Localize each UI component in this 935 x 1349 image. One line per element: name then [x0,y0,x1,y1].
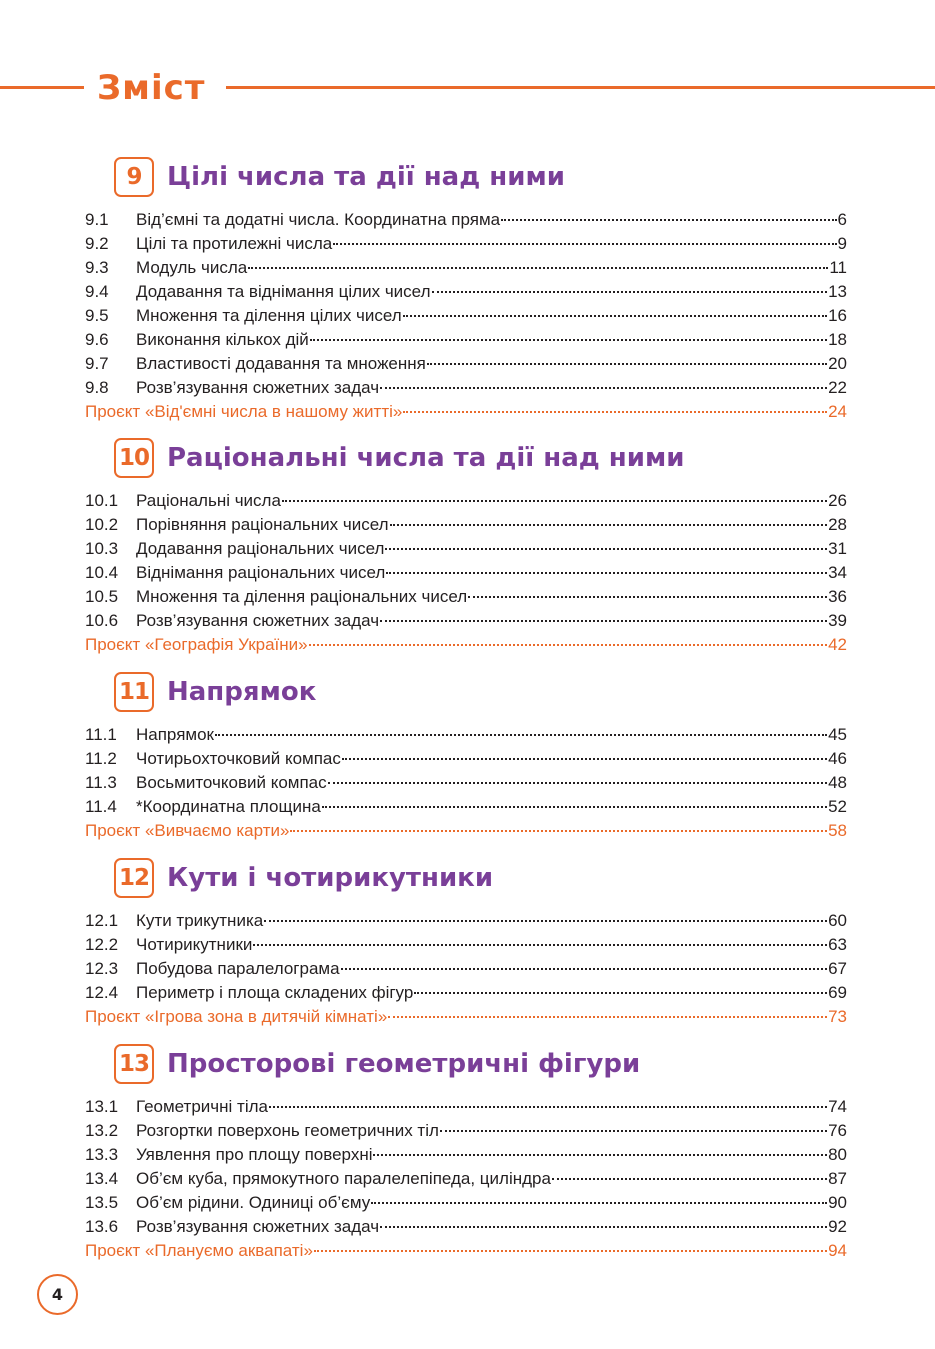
dot-leader [380,387,827,389]
dot-leader [342,758,827,760]
project-label: Проєкт «Вивчаємо карти» [85,821,290,840]
entry-number: 11.3 [85,773,117,792]
project-label: Проєкт «Географія України» [85,635,308,654]
entry-number: 9.2 [85,234,109,253]
chapter-entries [85,1095,847,1263]
entry-page-number: 13 [828,282,847,301]
project-page-number: 58 [828,821,847,840]
entry-number: 12.2 [85,935,119,954]
dot-leader [390,524,828,526]
toc-entry[interactable] [85,1191,847,1215]
entry-page-number: 63 [828,935,847,954]
entry-label: Порівняння раціональних чисел [136,515,389,534]
entry-label: Чотирьохточковий компас [136,749,341,768]
entry-page-number: 76 [828,1121,847,1140]
entry-number: 10.5 [85,587,119,606]
entry-label: Периметр і площа складених фігур [136,983,414,1002]
dot-leader [552,1178,827,1180]
dot-leader [403,411,827,413]
chapter-number-badge: 10 [114,438,154,478]
entry-label: Восьмиточковий компас [136,773,327,792]
chapter-number-badge: 12 [114,858,154,898]
chapter-title: Напрямок [167,677,317,707]
toc-entry[interactable] [85,747,847,771]
toc-entry[interactable] [85,933,847,957]
dot-leader [215,734,827,736]
entry-page-number: 87 [828,1169,847,1188]
chapter-number-badge: 9 [114,157,154,197]
chapter-heading [85,1044,847,1088]
toc-entry[interactable] [85,909,847,933]
entry-label: Множення та ділення раціональних чисел [136,587,468,606]
entry-number: 12.4 [85,983,119,1002]
entry-page-number: 69 [828,983,847,1002]
entry-page-number: 45 [828,725,847,744]
toc-entry[interactable] [85,957,847,981]
toc-entry[interactable] [85,280,847,304]
chapter-number-badge: 13 [114,1044,154,1084]
entry-number: 10.1 [85,491,119,510]
entry-number: 13.2 [85,1121,119,1140]
toc-entry[interactable] [85,304,847,328]
toc-entry[interactable] [85,771,847,795]
entry-page-number: 18 [828,330,847,349]
entry-number: 11.1 [85,725,117,744]
entry-number: 13.5 [85,1193,119,1212]
project-page-number: 24 [828,402,847,421]
entry-label: Додавання та віднімання цілих чисел [136,282,431,301]
entry-number: 13.4 [85,1169,119,1188]
dot-leader [290,830,827,832]
dot-leader [414,992,827,994]
entry-number: 10.2 [85,515,119,534]
project-entry[interactable] [85,1005,847,1029]
dot-leader [468,596,827,598]
chapter-title: Раціональні числа та дії над ними [167,443,685,473]
entry-label: Розв’язування сюжетних задач [136,1217,380,1236]
entry-number: 9.6 [85,330,109,349]
entry-number: 13.6 [85,1217,119,1236]
project-label: Проєкт «Від'ємні числа в нашому житті» [85,402,403,421]
project-entry[interactable] [85,1239,847,1263]
dot-leader [333,243,836,245]
dot-leader [427,363,827,365]
chapter-heading [85,157,847,201]
entry-number: 10.4 [85,563,119,582]
dot-leader [248,267,828,269]
entry-label: Додавання раціональних чисел [136,539,385,558]
dot-leader [501,219,836,221]
toc-entry[interactable] [85,489,847,513]
toc-entry[interactable] [85,795,847,819]
entry-page-number: 6 [837,210,847,229]
toc-entry[interactable] [85,208,847,232]
toc-entry[interactable] [85,1095,847,1119]
entry-number: 9.7 [85,354,109,373]
toc-entry[interactable] [85,1167,847,1191]
chapter-section [85,1044,847,1263]
entry-page-number: 9 [837,234,847,253]
entry-label: Об’єм рідини. Одиниці об’єму [136,1193,371,1212]
dot-leader [440,1130,827,1132]
entry-number: 13.1 [85,1097,119,1116]
chapter-section [85,438,847,657]
toc-entry[interactable] [85,1119,847,1143]
toc-entry[interactable] [85,1215,847,1239]
entry-label: Множення та ділення цілих чисел [136,306,402,325]
dot-leader [253,944,827,946]
entry-number: 9.8 [85,378,109,397]
toc-entry[interactable] [85,256,847,280]
dot-leader [385,548,827,550]
chapter-heading [85,858,847,902]
dot-leader [269,1106,827,1108]
project-entry[interactable] [85,633,847,657]
toc-entry[interactable] [85,1143,847,1167]
dot-leader [282,500,827,502]
entry-label: Чотирикутники [136,935,253,954]
dot-leader [380,620,827,622]
entry-number: 9.4 [85,282,109,301]
entry-label: Властивості додавання та множення [136,354,426,373]
entry-page-number: 39 [828,611,847,630]
project-label: Проєкт «Плануємо аквапаті» [85,1241,313,1260]
toc-entry[interactable] [85,352,847,376]
entry-page-number: 28 [828,515,847,534]
dot-leader [388,1016,827,1018]
entry-number: 12.3 [85,959,119,978]
page-number-badge: 4 [37,1274,78,1315]
entry-label: Напрямок [136,725,214,744]
entry-page-number: 67 [828,959,847,978]
chapter-entries [85,489,847,657]
toc-entry[interactable] [85,585,847,609]
dot-leader [328,782,827,784]
chapter-section [85,157,847,424]
project-page-number: 73 [828,1007,847,1026]
entry-page-number: 60 [828,911,847,930]
dot-leader [264,920,827,922]
header-rule-right [226,86,935,89]
entry-label: *Координатна площина [136,797,321,816]
chapter-heading [85,438,847,482]
entry-label: Геометричні тіла [136,1097,268,1116]
project-page-number: 94 [828,1241,847,1260]
entry-page-number: 48 [828,773,847,792]
chapter-entries [85,208,847,424]
project-page-number: 42 [828,635,847,654]
entry-page-number: 26 [828,491,847,510]
entry-page-number: 22 [828,378,847,397]
entry-page-number: 80 [828,1145,847,1164]
entry-label: Побудова паралелограма [136,959,340,978]
header-rule-left [0,86,84,89]
dot-leader [341,968,828,970]
entry-label: Розгортки поверхонь геометричних тіл [136,1121,439,1140]
entry-number: 10.6 [85,611,119,630]
chapter-title: Просторові геометричні фігури [167,1049,641,1079]
toc-entry[interactable] [85,609,847,633]
toc-entry[interactable] [85,232,847,256]
entry-page-number: 34 [828,563,847,582]
dot-leader [373,1154,827,1156]
dot-leader [371,1202,827,1204]
dot-leader [310,339,827,341]
entry-page-number: 74 [828,1097,847,1116]
entry-page-number: 90 [828,1193,847,1212]
entry-label: Віднімання раціональних чисел [136,563,386,582]
entry-label: Уявлення про площу поверхні [136,1145,373,1164]
entry-page-number: 36 [828,587,847,606]
chapter-section [85,672,847,843]
toc-entry[interactable] [85,328,847,352]
chapter-section [85,858,847,1029]
project-label: Проєкт «Ігрова зона в дитячій кімнаті» [85,1007,388,1026]
dot-leader [432,291,828,293]
entry-page-number: 20 [828,354,847,373]
entry-page-number: 11 [829,258,847,277]
entry-label: Розв’язування сюжетних задач [136,378,380,397]
entry-number: 11.4 [85,797,117,816]
entry-number: 12.1 [85,911,119,930]
toc-entry[interactable] [85,513,847,537]
entry-page-number: 52 [828,797,847,816]
chapter-entries [85,723,847,843]
chapter-entries [85,909,847,1029]
toc-entry[interactable] [85,723,847,747]
entry-label: Цілі та протилежні числа [136,234,333,253]
entry-number: 11.2 [85,749,117,768]
dot-leader [403,315,827,317]
entry-number: 9.3 [85,258,109,277]
chapter-number-badge: 11 [114,672,154,712]
entry-number: 13.3 [85,1145,119,1164]
dot-leader [309,644,827,646]
entry-page-number: 16 [828,306,847,325]
toc-entry[interactable] [85,981,847,1005]
project-entry[interactable] [85,819,847,843]
entry-number: 9.1 [85,210,109,229]
toc-entry[interactable] [85,561,847,585]
toc-entry[interactable] [85,376,847,400]
entry-page-number: 92 [828,1217,847,1236]
toc-entry[interactable] [85,537,847,561]
contents-header [0,70,935,110]
entry-label: Кути трикутника [136,911,264,930]
dot-leader [322,806,827,808]
entry-number: 10.3 [85,539,119,558]
chapter-title: Цілі числа та дії над ними [167,162,565,192]
chapter-title: Кути і чотирикутники [167,863,494,893]
dot-leader [380,1226,827,1228]
page-title: Зміст [97,68,206,108]
dot-leader [314,1250,827,1252]
project-entry[interactable] [85,400,847,424]
entry-label: Від’ємні та додатні числа. Координатна пряма [136,210,501,229]
entry-page-number: 46 [828,749,847,768]
entry-label: Виконання кількох дій [136,330,309,349]
entry-label: Модуль числа [136,258,248,277]
entry-label: Об’єм куба, прямокутного паралелепіпеда, циліндра [136,1169,551,1188]
dot-leader [386,572,827,574]
entry-label: Раціональні числа [136,491,281,510]
chapter-heading [85,672,847,716]
entry-page-number: 31 [828,539,847,558]
entry-number: 9.5 [85,306,109,325]
entry-label: Розв’язування сюжетних задач [136,611,380,630]
